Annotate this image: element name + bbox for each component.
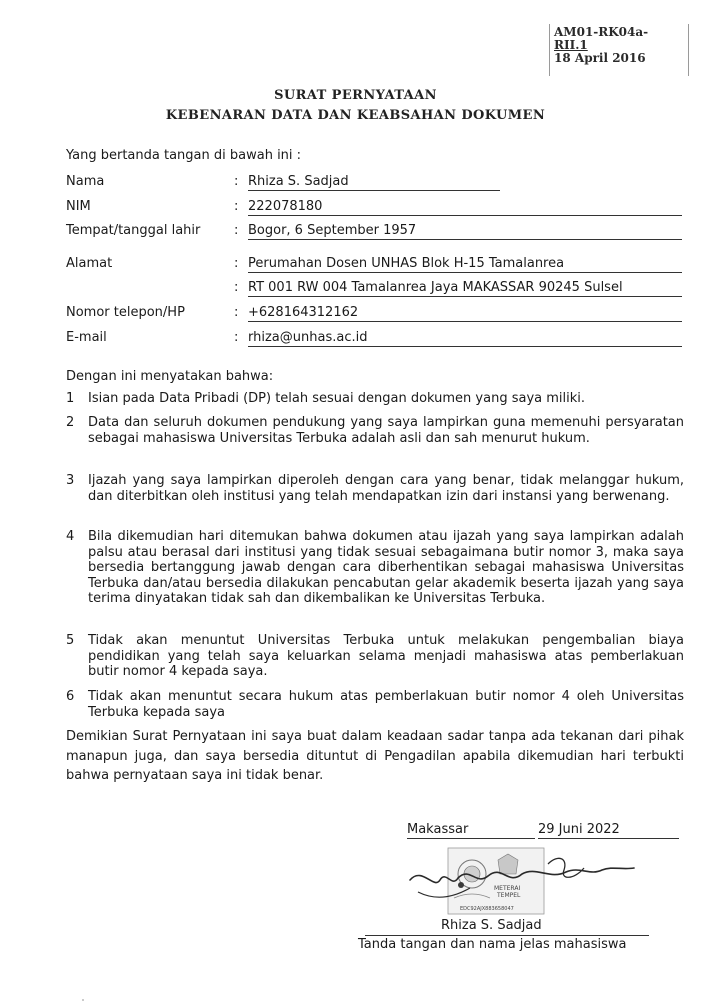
revenue-stamp-icon [448, 848, 544, 914]
field-colon: : [234, 305, 239, 320]
field-value: 222078180 [248, 199, 682, 216]
field-nama [66, 174, 682, 194]
document-title: SURAT PERNYATAAN [274, 88, 437, 103]
field-label: NIM [66, 199, 91, 214]
statement-lead: Dengan ini menyatakan bahwa: [66, 369, 274, 384]
field-value: RT 001 RW 004 Tamalanrea Jaya MAKASSAR 90245 Sulsel [248, 280, 682, 297]
signing-date: 29 Juni 2022 [538, 822, 679, 839]
statement-text: Bila dikemudian hari ditemukan bahwa dokumen atau ijazah yang saya lampirkan adalah palsu atau berasal dari institusi yang tidak sesuai sebagaimana butir nomor 3, maka saya bersedia bertanggung jawab dengan cara diberhentikan sebagai mahasiswa Universitas Terbuka dan/atau bersedia dilakukan pencabutan gelar akademik beserta ijazah yang saya terima dinyatakan tidak sah dan dikembalikan ke Universitas Terbuka. [88, 529, 684, 606]
field-alamat-line2 [66, 280, 682, 300]
statement-number: 2 [66, 415, 75, 430]
statement-text: Isian pada Data Pribadi (DP) telah sesuai dengan dokumen yang saya miliki. [88, 391, 586, 406]
document-code [549, 24, 689, 76]
statement-number: 4 [66, 529, 75, 544]
field-colon: : [234, 199, 239, 214]
signer-name: Rhiza S. Sadjad [441, 918, 542, 933]
field-colon: : [234, 223, 239, 238]
document-subtitle: KEBENARAN DATA DAN KEABSAHAN DOKUMEN [165, 108, 546, 123]
svg-text:TEMPEL: TEMPEL [497, 892, 521, 899]
field-value: Perumahan Dosen UNHAS Blok H-15 Tamalanrea [248, 256, 682, 273]
signature-with-stamp [398, 840, 658, 918]
field-telepon [66, 305, 682, 325]
statement-number: 6 [66, 689, 75, 704]
field-colon: : [234, 174, 239, 189]
statement-text: Tidak akan menuntut secara hukum atas pemberlakuan butir nomor 4 oleh Universitas Terbuka kepada saya [88, 689, 684, 720]
field-label: Nomor telepon/HP [66, 305, 185, 320]
svg-text:EDC92AJX883658047: EDC92AJX883658047 [460, 906, 514, 912]
field-nim [66, 199, 682, 219]
field-label: E-mail [66, 330, 107, 345]
statement-number: 5 [66, 633, 75, 648]
field-alamat [66, 256, 682, 276]
document-code-line1: AM01-RK04a- [554, 25, 649, 39]
statement-text: Data dan seluruh dokumen pendukung yang saya lampirkan guna memenuhi persyaratan sebagai mahasiswa Universitas Terbuka adalah asli dan sah menurut hukum. [88, 415, 684, 446]
signature-caption: Tanda tangan dan nama jelas mahasiswa [358, 937, 627, 952]
field-value: +628164312162 [248, 305, 682, 322]
document-code-line2: RII.1 [554, 38, 588, 52]
field-label: Nama [66, 174, 105, 189]
svg-text:METERAI: METERAI [494, 885, 521, 892]
closing-paragraph: Demikian Surat Pernyataan ini saya buat dalam keadaan sadar tanpa ada tekanan dari pihak manapun juga, dan saya bersedia dituntut di Pengadilan apabila dikemudian hari terbukti bahwa pernyataan saya ini tidak benar. [66, 729, 684, 783]
statement-text: Ijazah yang saya lampirkan diperoleh dengan cara yang benar, tidak melanggar hukum, dan diterbitkan oleh institusi yang telah mendapatkan izin dari instansi yang berwenang. [88, 473, 684, 504]
statement-number: 1 [66, 391, 75, 406]
field-colon: : [234, 280, 239, 295]
field-value: Rhiza S. Sadjad [248, 174, 500, 191]
field-label: Tempat/tanggal lahir [66, 223, 201, 238]
field-label: Alamat [66, 256, 113, 271]
field-colon: : [234, 256, 239, 271]
document-code-date: 18 April 2016 [554, 51, 646, 65]
signature-rule [365, 935, 649, 936]
field-value: rhiza@unhas.ac.id [248, 330, 682, 347]
intro-text: Yang bertanda tangan di bawah ini : [66, 148, 302, 163]
field-ttl [66, 223, 682, 243]
place-date [407, 822, 679, 840]
field-email [66, 330, 682, 350]
field-value: Bogor, 6 September 1957 [248, 223, 682, 240]
statement-number: 3 [66, 473, 75, 488]
scan-speck [82, 999, 84, 1001]
statement-text: Tidak akan menuntut Universitas Terbuka untuk melakukan pengembalian biaya pendidikan yang telah saya keluarkan selama menjadi mahasiswa atas pemberlakuan butir nomor 4 kepada saya. [88, 633, 684, 679]
field-colon: : [234, 330, 239, 345]
signing-place: Makassar [407, 822, 535, 839]
